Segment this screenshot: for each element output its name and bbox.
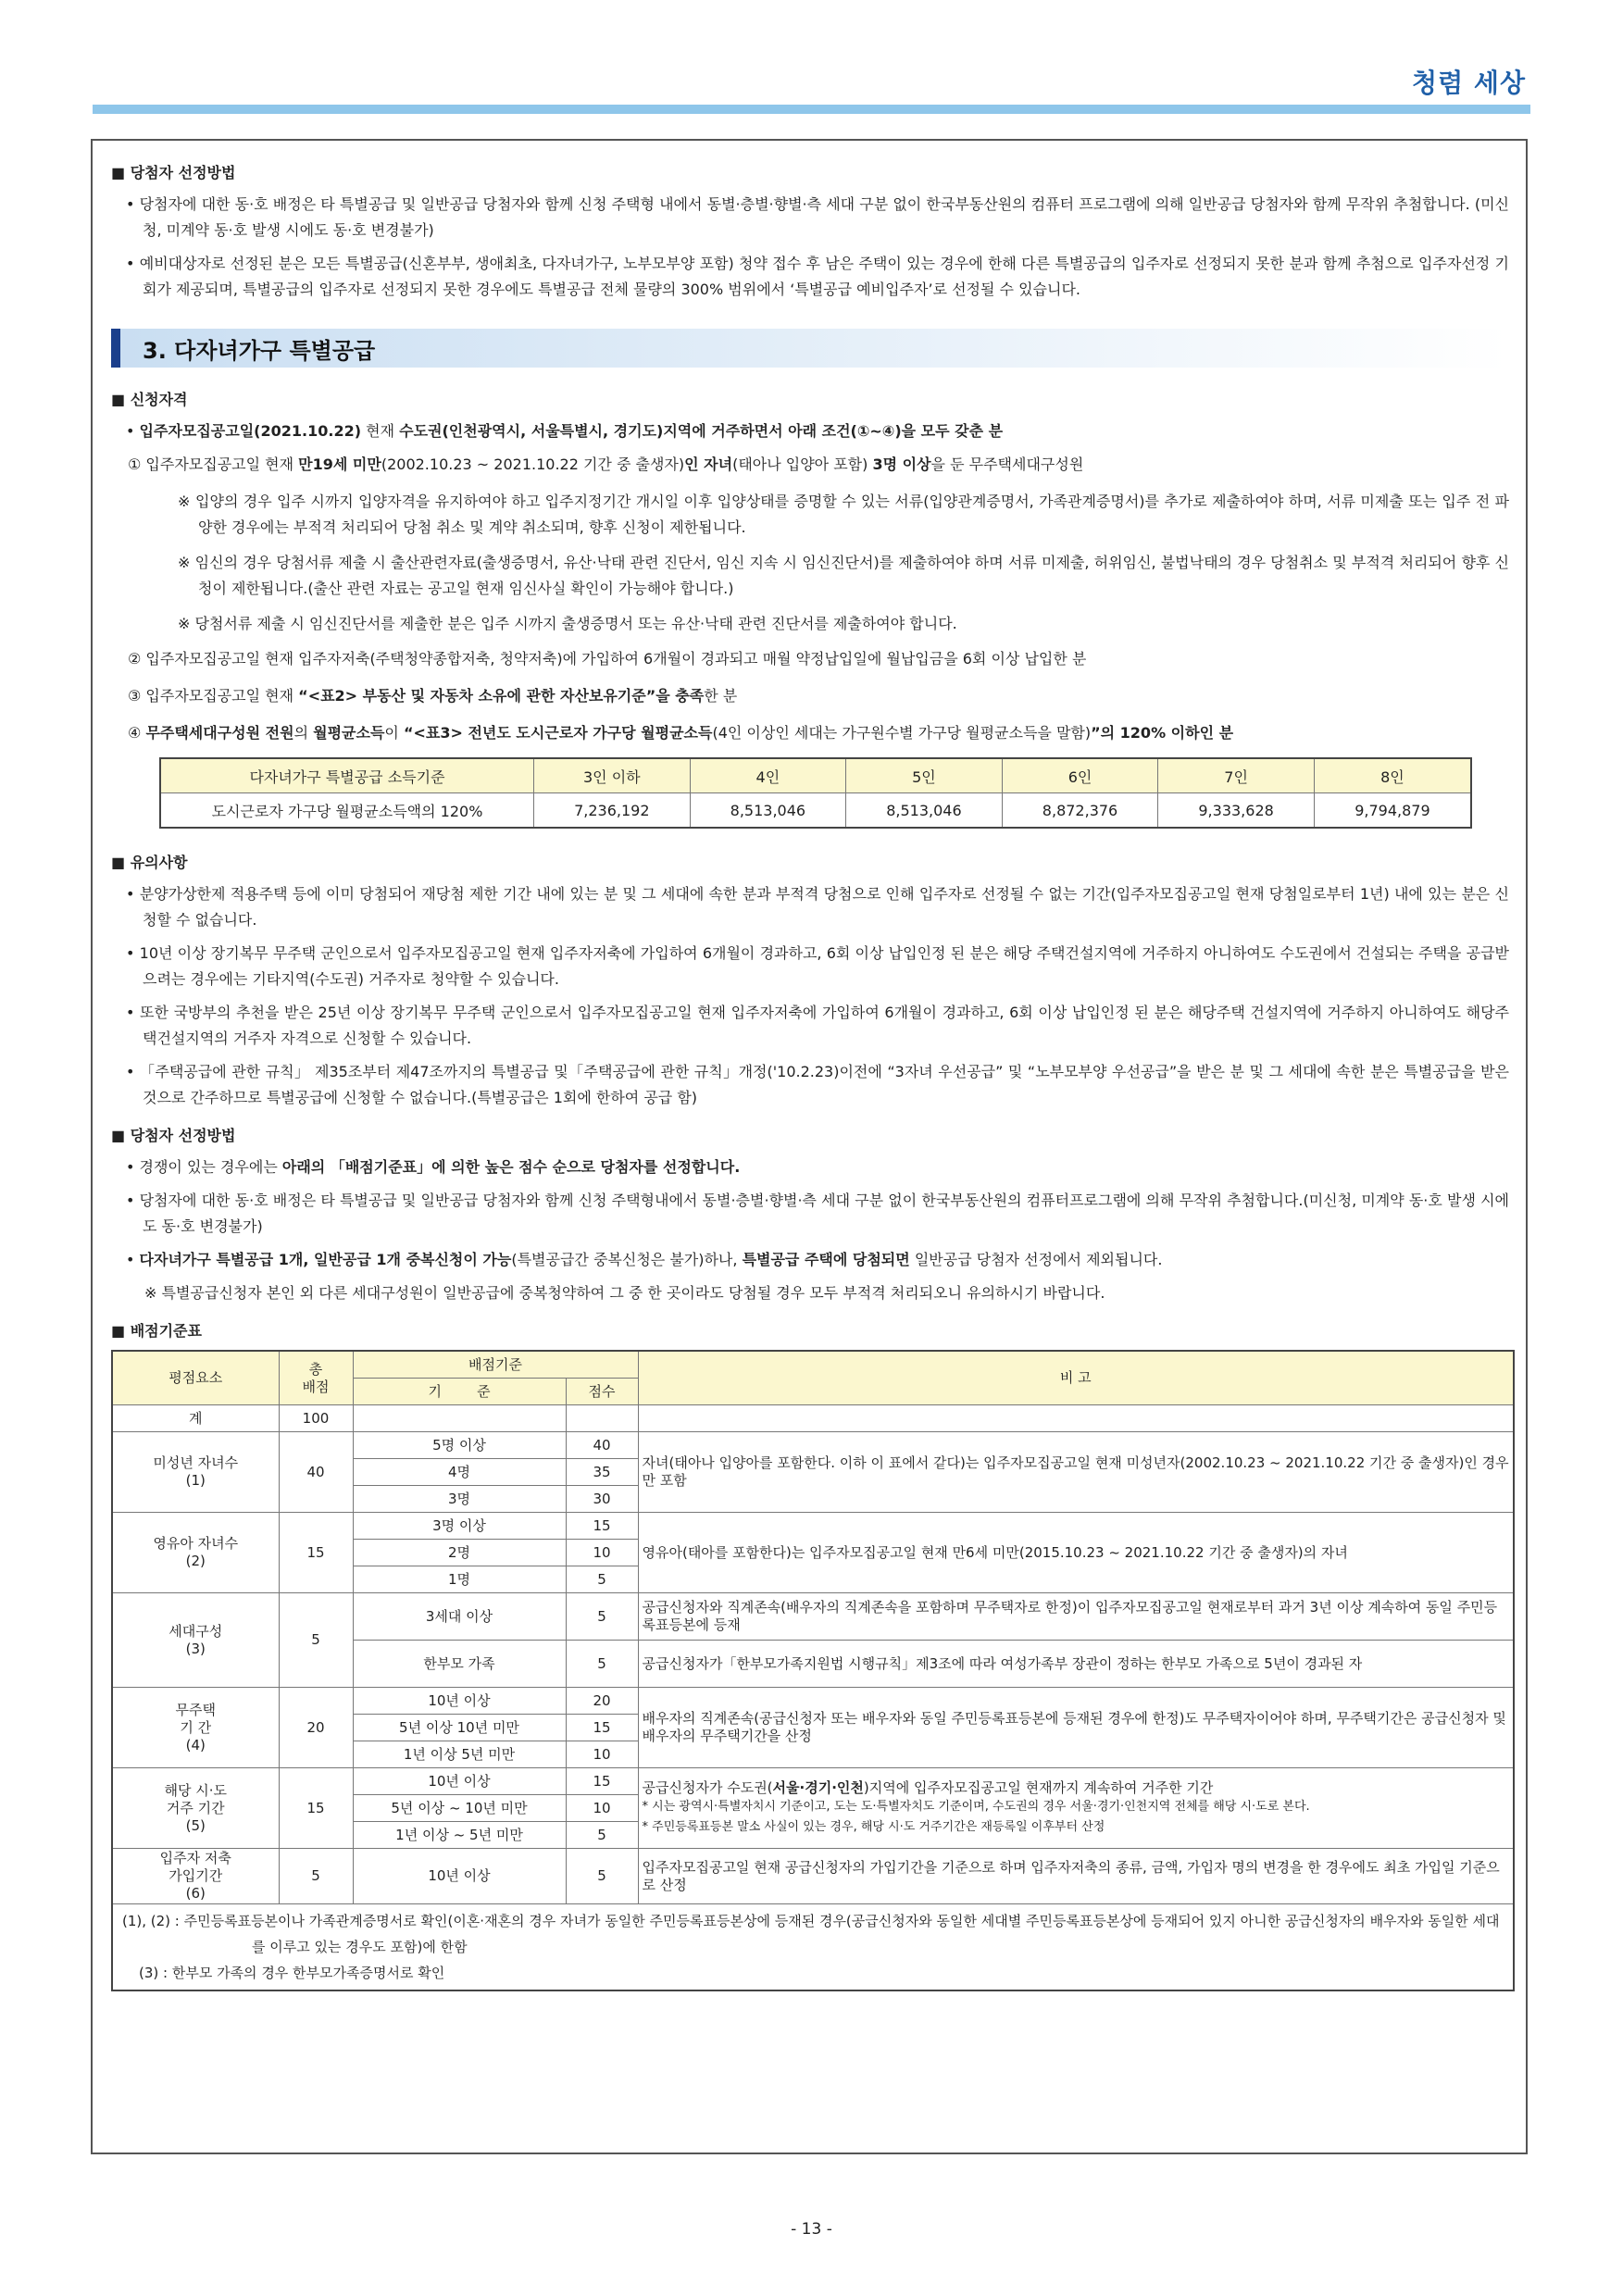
- cell: 자녀(태아나 입양아를 포함한다. 이하 이 표에서 같다)는 입주자모집공고일 현재 미성년자(2002.10.23 ~ 2021.10.22 기간 중 출생자)인 경우만 포함: [638, 1432, 1514, 1513]
- cell: 입주자 저축 가입기간 (6): [112, 1849, 279, 1904]
- table-row: [112, 1513, 1514, 1540]
- header-bar: [93, 105, 1530, 114]
- cell: 15: [566, 1513, 638, 1540]
- bullet: • 예비대상자로 선정된 분은 모든 특별공급(신혼부부, 생애최초, 다자녀가구, 노부모부양 포함) 청약 접수 후 남은 주택이 있는 경우에 한해 다른 특별공급의 입주자로 선정되지 못한 분과 함께 추첨으로 입주자선정 기회가 제공되며, 특별공급의 입주자로 선정되지 못한 경우에도 특별공급 전체 물량의 300% 범위에서 ‘특별공급 예비입주자’로 선정될 수 있습니다.: [126, 255, 1509, 298]
- table-row: [112, 1849, 1514, 1904]
- cell: 10: [566, 1741, 638, 1768]
- cell: 미성년 자녀수 (1): [112, 1432, 279, 1513]
- header-cell: 6인: [1002, 758, 1158, 793]
- cell: 5명 이상: [353, 1432, 566, 1459]
- cell: 무주택 기 간 (4): [112, 1688, 279, 1768]
- cell: 5: [566, 1822, 638, 1849]
- bullet: • 「주택공급에 관한 규칙」 제35조부터 제47조까지의 특별공급 및「주택공급에 관한 규칙」개정('10.2.23)이전에 “3자녀 우선공급” 및 “노부모부양 우선공급”을 받은 분 및 그 세대에 속한 분은 특별공급을 받은 것으로 간주하므로 특별공급에 신청할 수 없습니다.(특별공급은 1회에 한하여 공급 함): [126, 1063, 1509, 1106]
- cell: [638, 1405, 1514, 1432]
- table-row: [112, 1688, 1514, 1715]
- cell: 100: [279, 1405, 353, 1432]
- cell: 공급신청자가「한부모가족지원법 시행규칙」제3조에 따라 여성가족부 장관이 정하는 한부모 가족으로 5년이 경과된 자: [638, 1641, 1514, 1688]
- header-cell: 배점기준: [353, 1351, 638, 1379]
- cell: 5년 이상 ~ 10년 미만: [353, 1795, 566, 1822]
- header-cell: 7인: [1158, 758, 1315, 793]
- cell: 20: [279, 1688, 353, 1768]
- footnote: (3) : 한부모 가족의 경우 한부모가족증명서로 확인: [139, 1965, 445, 1981]
- cell: [353, 1405, 566, 1432]
- condition-2: ② 입주자모집공고일 현재 입주자저축(주택청약종합저축, 청약저축)에 가입하여 6개월이 경과되고 매월 약정납입일에 월납입금을 6회 이상 납입한 분: [128, 650, 1087, 668]
- cautions-heading: ■ 유의사항: [111, 854, 188, 871]
- table-row: [112, 1432, 1514, 1459]
- section-title: 3. 다자녀가구 특별공급: [143, 337, 376, 364]
- cell: 5: [566, 1566, 638, 1593]
- header-cell: 평점요소: [112, 1351, 279, 1405]
- note: ※ 입양의 경우 입주 시까지 입양자격을 유지하여야 하고 입주지정기간 개시일 이후 입양상태를 증명할 수 있는 서류(입양관계증명서, 가족관계증명서)를 추가로 제출하여야 하며, 서류 미제출 또는 입주 전 파양한 경우에는 부적격 처리되어 당첨 취소 및 계약 취소되며, 향후 신청이 제한됩니다.: [178, 493, 1509, 536]
- content-frame: [91, 139, 1528, 2154]
- cell: 3명: [353, 1486, 566, 1513]
- cell: 8,513,046: [846, 793, 1003, 829]
- cell: 공급신청자가 수도권(서울·경기·인천)지역에 입주자모집공고일 현재까지 계속하여 거주한 기간 * 시는 광역시·특별자치시 기준이고, 도는 도·특별자치도 기준이며, 수도권의 경우 서울·경기·인천지역 전체를 해당 시·도로 본다. * 주민등록표등본 말소 사실이 있는 경우, 해당 시·도 거주기간은 재등록일 이후부터 산정: [638, 1768, 1514, 1849]
- cell: 10: [566, 1540, 638, 1566]
- cell: 5: [566, 1641, 638, 1688]
- header-cell: 8인: [1314, 758, 1471, 793]
- header-cell: 비 고: [638, 1351, 1514, 1405]
- cell: 한부모 가족: [353, 1641, 566, 1688]
- header-cell: 4인: [690, 758, 846, 793]
- table-row: [160, 793, 1471, 829]
- brand-logo: [1412, 63, 1526, 100]
- cell: 15: [566, 1768, 638, 1795]
- header-cell: 기 준: [353, 1379, 566, 1405]
- cell: 15: [279, 1768, 353, 1849]
- score-table-heading: ■ 배점기준표: [111, 1322, 202, 1340]
- cell: 10년 이상: [353, 1849, 566, 1904]
- note: ※ 특별공급신청자 본인 외 다른 세대구성원이 일반공급에 중복청약하여 그 중 한 곳이라도 당첨될 경우 모두 부적격 처리되오니 유의하시기 바랍니다.: [144, 1284, 1105, 1302]
- cell: 2명: [353, 1540, 566, 1566]
- footnote: (1), (2) : 주민등록표등본이나 가족관계증명서로 확인(이혼·재혼의 경우 자녀가 동일한 주민등록표등본상에 등재된 경우(공급신청자와 동일한 세대별 주민등록표등본상에 등재되어 있지 아니한 공급신청자의 배우자와 동일한 세대를 이루고 있는 경우도 포함)에 한함: [122, 1913, 1500, 1955]
- condition-4: ④ 무주택세대구성원 전원의 월평균소득이 “<표3> 전년도 도시근로자 가구당 월평균소득(4인 이상인 세대는 가구원수별 가구당 월평균소득을 말함)”의 120% 이하인 분: [128, 724, 1234, 742]
- cell: 8,513,046: [690, 793, 846, 829]
- header-cell: 3인 이하: [534, 758, 691, 793]
- bullet: • 분양가상한제 적용주택 등에 이미 당첨되어 재당첨 제한 기간 내에 있는 분 및 그 세대에 속한 분과 부적격 당첨으로 인해 입주자로 선정될 수 없는 기간(입주자모집공고일 현재 당첨일로부터 1년) 내에 있는 분은 신청할 수 없습니다.: [126, 885, 1509, 929]
- cell: 35: [566, 1459, 638, 1486]
- header-cell: 다자녀가구 특별공급 소득기준: [160, 758, 534, 793]
- condition-1: ① 입주자모집공고일 현재 만19세 미만(2002.10.23 ~ 2021.10.22 기간 중 출생자)인 자녀(태아나 입양아 포함) 3명 이상을 둔 무주택세대구성원: [128, 455, 1084, 473]
- cell: 40: [279, 1432, 353, 1513]
- cell: 세대구성 (3): [112, 1593, 279, 1688]
- header-cell: 총 배점: [279, 1351, 353, 1405]
- bullet: • 다자녀가구 특별공급 1개, 일반공급 1개 중복신청이 가능(특별공급간 중복신청은 불가)하나, 특별공급 주택에 당첨되면 일반공급 당첨자 선정에서 제외됩니다.: [126, 1251, 1163, 1268]
- content-inner: [111, 148, 1509, 1991]
- cell: 8,872,376: [1002, 793, 1158, 829]
- table-footnote-row: [112, 1904, 1514, 1991]
- cell: 30: [566, 1486, 638, 1513]
- cell: 20: [566, 1688, 638, 1715]
- table-header-row: [112, 1351, 1514, 1379]
- note: ※ 임신의 경우 당첨서류 제출 시 출산관련자료(출생증명서, 유산·낙태 관련 진단서, 임신 지속 시 임신진단서)를 제출하여야 하며 서류 미제출, 허위임신, 불법낙태의 경우 당첨취소 및 부적격 처리되어 향후 신청이 제한됩니다.(출산 관련 자료는 공고일 현재 임신사실 확인이 가능해야 합니다.): [178, 554, 1509, 597]
- cell: 5: [566, 1849, 638, 1904]
- cell: 공급신청자와 직계존속(배우자의 직계존속을 포함하며 무주택자로 한정)이 입주자모집공고일 현재로부터 과거 3년 이상 계속하여 동일 주민등록표등본에 등재: [638, 1593, 1514, 1641]
- bullet: • 경쟁이 있는 경우에는 아래의 「배점기준표」에 의한 높은 점수 순으로 당첨자를 선정합니다.: [126, 1158, 741, 1176]
- cell: 배우자의 직계존속(공급신청자 또는 배우자와 동일 주민등록표등본에 등재된 경우에 한정)도 무주택자이어야 하며, 무주택기간은 공급신청자 및 배우자의 무주택기간을 산정: [638, 1688, 1514, 1768]
- bullet: • 당첨자에 대한 동·호 배정은 타 특별공급 및 일반공급 당첨자와 함께 신청 주택형 내에서 동별·층별·향별·측 세대 구분 없이 한국부동산원의 컴퓨터 프로그램에 의해 일반공급 당첨자와 함께 무작위 추첨합니다. (미신청, 미계약 동·호 발생 시에도 동·호 변경불가): [126, 195, 1509, 239]
- cell: 10년 이상: [353, 1768, 566, 1795]
- qualification-lead: • 입주자모집공고일(2021.10.22) 현재 수도권(인천광역시, 서울특별시, 경기도)지역에 거주하면서 아래 조건(①~④)을 모두 갖춘 분: [126, 422, 1004, 440]
- cell: 7,236,192: [534, 793, 691, 829]
- header-cell: 점수: [566, 1379, 638, 1405]
- cell: 입주자모집공고일 현재 공급신청자의 가입기간을 기준으로 하며 입주자저축의 종류, 금액, 가입자 명의 변경을 한 경우에도 최초 가입일 기준으로 산정: [638, 1849, 1514, 1904]
- cell: 5년 이상 10년 미만: [353, 1715, 566, 1741]
- table-header-row: [160, 758, 1471, 793]
- condition-3: ③ 입주자모집공고일 현재 “<표2> 부동산 및 자동차 소유에 관한 자산보유기준”을 충족한 분: [128, 687, 738, 705]
- header-cell: 5인: [846, 758, 1003, 793]
- bullet: • 당첨자에 대한 동·호 배정은 타 특별공급 및 일반공급 당첨자와 함께 신청 주택형내에서 동별·층별·향별·측 세대 구분 없이 한국부동산원의 컴퓨터프로그램에 의해 무작위 추첨합니다.(미신청, 미계약 동·호 발생 시에도 동·호 변경불가): [126, 1192, 1509, 1235]
- cell: 5: [279, 1593, 353, 1688]
- cell: 40: [566, 1432, 638, 1459]
- cell: 1명: [353, 1566, 566, 1593]
- section-header: [111, 329, 1509, 368]
- winner-method-heading: ■ 당첨자 선정방법: [111, 164, 236, 181]
- cell: 1년 이상 5년 미만: [353, 1741, 566, 1768]
- cell: 해당 시·도 거주 기간 (5): [112, 1768, 279, 1849]
- cell: 5: [566, 1593, 638, 1641]
- page-number: - 13 -: [791, 2220, 832, 2239]
- cell: 10: [566, 1795, 638, 1822]
- footnote-cell: [112, 1904, 1514, 1991]
- cell: 5: [279, 1849, 353, 1904]
- cell: 계: [112, 1405, 279, 1432]
- table-row: [112, 1768, 1514, 1795]
- cell: 10년 이상: [353, 1688, 566, 1715]
- cell: [566, 1405, 638, 1432]
- cell: 1년 이상 ~ 5년 미만: [353, 1822, 566, 1849]
- income-table: [159, 757, 1472, 829]
- bullet: • 또한 국방부의 추천을 받은 25년 이상 장기복무 무주택 군인으로서 입주자모집공고일 현재 입주자저축에 가입하여 6개월이 경과하고, 6회 이상 납입인정 된 분은 해당주택 건설지역에 거주하지 아니하여도 해당주택건설지역의 거주자 자격으로 신청할 수 있습니다.: [126, 1004, 1509, 1047]
- qualification-heading: ■ 신청자격: [111, 391, 188, 408]
- table-row: [112, 1593, 1514, 1641]
- section-bar: [111, 329, 120, 368]
- cell: 영유아(태아를 포함한다)는 입주자모집공고일 현재 만6세 미만(2015.10.23 ~ 2021.10.22 기간 중 출생자)의 자녀: [638, 1513, 1514, 1593]
- cell: 9,794,879: [1314, 793, 1471, 829]
- note: ※ 당첨서류 제출 시 임신진단서를 제출한 분은 입주 시까지 출생증명서 또는 유산·낙태 관련 진단서를 제출하여야 합니다.: [178, 615, 957, 632]
- bullet: • 10년 이상 장기복무 무주택 군인으로서 입주자모집공고일 현재 입주자저축에 가입하여 6개월이 경과하고, 6회 이상 납입인정 된 분은 해당 주택건설지역에 거주하지 아니하여도 수도권에서 건설되는 주택을 공급받으려는 경우에는 기타지역(수도권) 거주자로 청약할 수 있습니다.: [126, 944, 1509, 988]
- cell: 영유아 자녀수 (2): [112, 1513, 279, 1593]
- cell: 3세대 이상: [353, 1593, 566, 1641]
- selection-heading: ■ 당첨자 선정방법: [111, 1127, 236, 1144]
- cell: 9,333,628: [1158, 793, 1315, 829]
- cell: 4명: [353, 1459, 566, 1486]
- table-row: [112, 1405, 1514, 1432]
- cell: 3명 이상: [353, 1513, 566, 1540]
- logo-text: 청렴 세상: [1412, 68, 1526, 98]
- cell: 15: [566, 1715, 638, 1741]
- cell: 도시근로자 가구당 월평균소득액의 120%: [160, 793, 534, 829]
- cell: 15: [279, 1513, 353, 1593]
- score-table: [111, 1350, 1515, 1991]
